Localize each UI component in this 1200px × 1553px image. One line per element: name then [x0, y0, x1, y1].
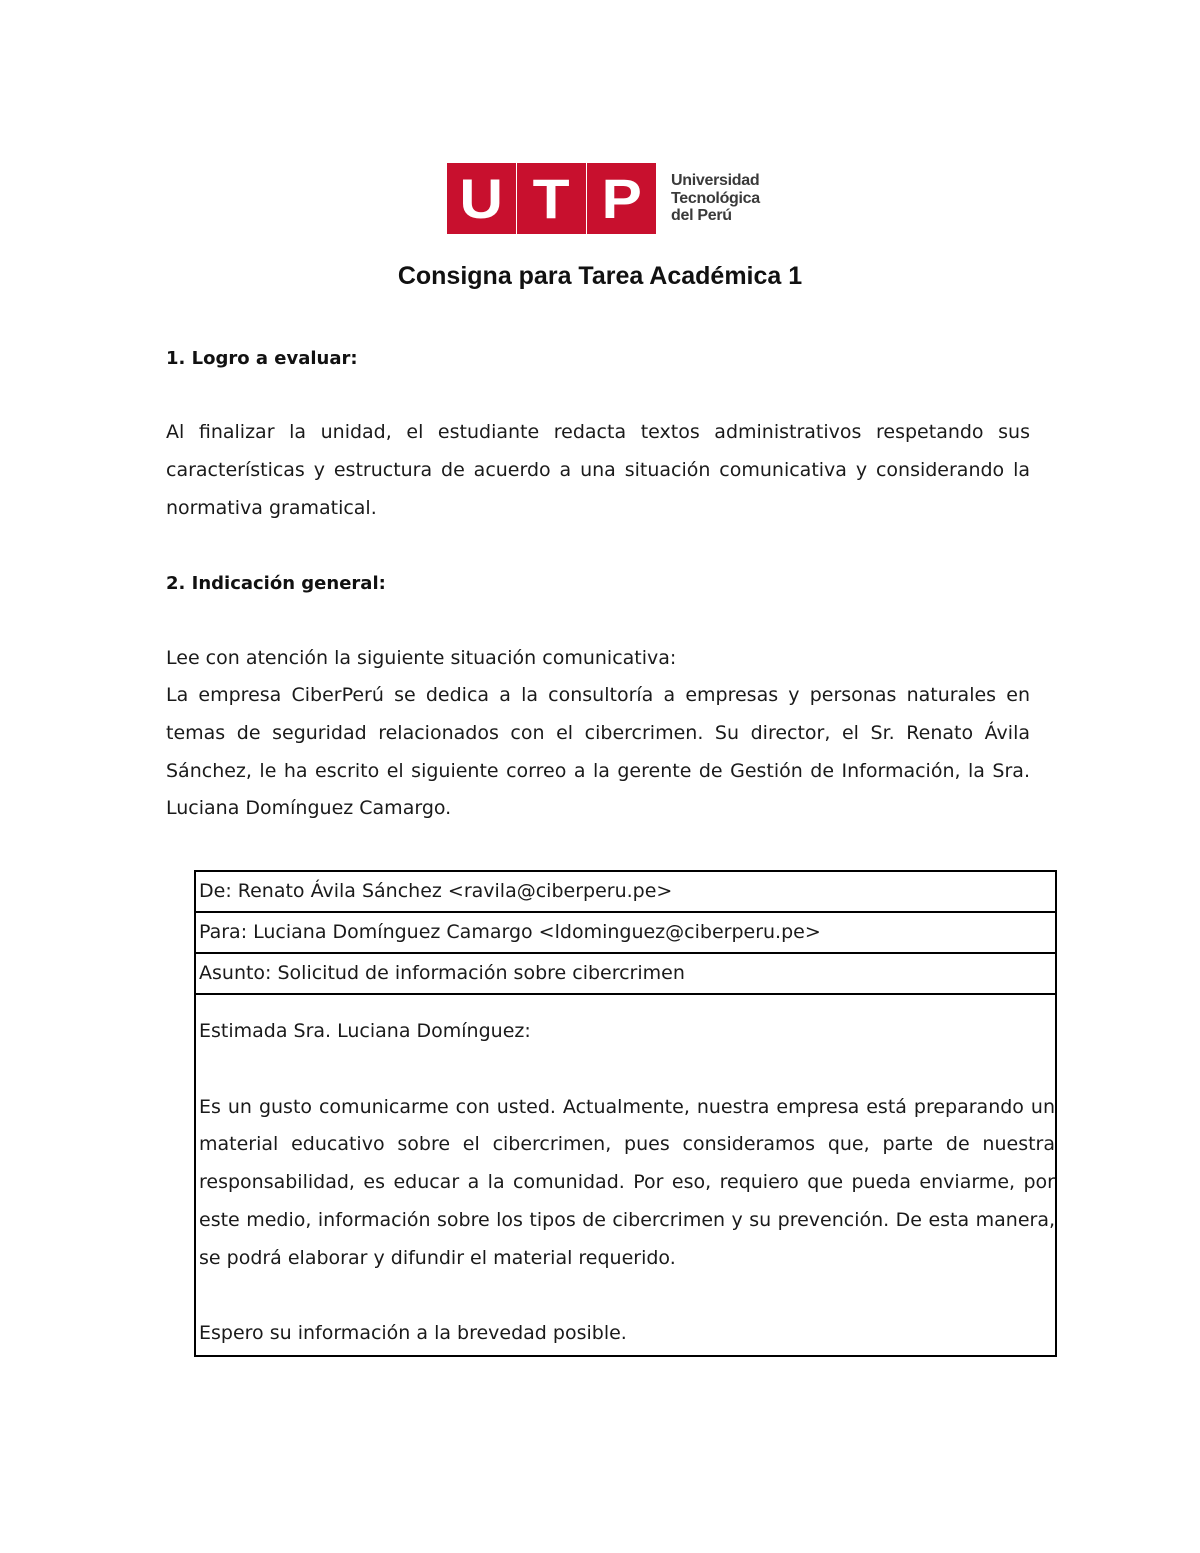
- logo-letter-p: P: [587, 163, 656, 234]
- email-from-row: De: Renato Ávila Sánchez <ravila@ciberperu.pe>: [196, 872, 1055, 913]
- university-name-line: Universidad: [671, 172, 760, 190]
- email-main-paragraph: Es un gusto comunicarme con usted. Actualmente, nuestra empresa está preparando un material educativo sobre el cibercrimen, pues consideramos que, parte de nuestra responsabilidad, es educar a la comunidad. Por eso, requiero que pueda enviarme, por este medio, información sobre los tipos de cibercrimen y su prevención. De esta manera, se podrá elaborar y difundir el material requerido.: [199, 1095, 1055, 1269]
- indicacion-paragraph: La empresa CiberPerú se dedica a la consultoría a empresas y personas naturales en temas de seguridad relacionados con el cibercrimen. Su director, el Sr. Renato Ávila Sánchez, le ha escrito el siguiente correo a la gerente de Gestión de Información, la Sra. Luciana Domínguez Camargo.: [166, 684, 1030, 820]
- logo-letter-u: U: [447, 163, 516, 234]
- utp-logo: [447, 163, 760, 234]
- email-subject-row: Asunto: Solicitud de información sobre cibercrimen: [196, 954, 1055, 995]
- section-heading-logro: 1. Logro a evaluar:: [166, 348, 358, 369]
- university-name: [671, 172, 760, 225]
- logro-paragraph: Al finalizar la unidad, el estudiante redacta textos administrativos respetando sus características y estructura de acuerdo a una situación comunicativa y considerando la normativa gramatical.: [166, 421, 1030, 519]
- indicacion-intro: Lee con atención la siguiente situación comunicativa:: [166, 647, 677, 669]
- logo-letter-t: T: [517, 163, 586, 234]
- section-heading-indicacion: 2. Indicación general:: [166, 573, 386, 594]
- email-box: [194, 870, 1057, 1357]
- university-name-line: Tecnológica: [671, 189, 760, 207]
- document-title: Consigna para Tarea Académica 1: [397, 262, 803, 290]
- email-closing: Espero su información a la brevedad posible.: [199, 1322, 627, 1345]
- email-greeting: Estimada Sra. Luciana Domínguez:: [199, 1020, 531, 1042]
- utp-logo-blocks: [447, 163, 657, 234]
- university-name-line: del Perú: [671, 207, 732, 225]
- email-body: [196, 995, 1055, 1355]
- email-to-row: Para: Luciana Domínguez Camargo <ldominguez@ciberperu.pe>: [196, 913, 1055, 954]
